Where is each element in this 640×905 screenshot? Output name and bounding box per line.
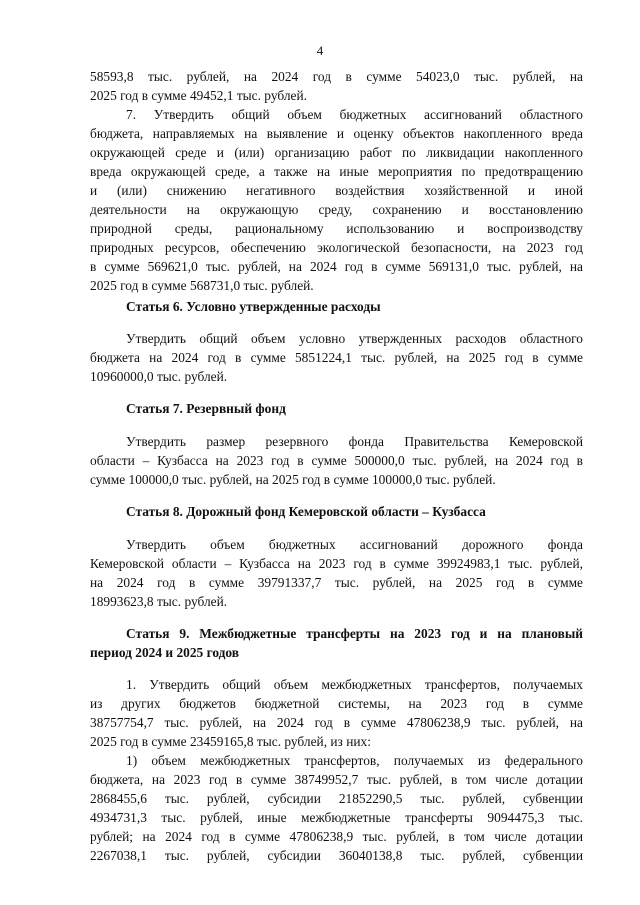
text-line: окружающей среде и (или) организацию работ по ликвидации накопленного [90,145,583,160]
article-9-heading-cont: период 2024 и 2025 годов [90,645,239,660]
text-line: Кемеровской области – Кузбасса на 2023 год в сумме 39924983,1 тыс. рублей, [90,556,583,571]
text-line: Утвердить общий объем условно утвержденных расходов областного [126,331,583,346]
text-line: деятельности на окружающую среду, сохранению и восстановлению [90,202,583,217]
text-line: 7. Утвердить общий объем бюджетных ассигнований областного [126,107,583,122]
text-line: 2025 год в сумме 568731,0 тыс. рублей. [90,278,314,293]
text-line: бюджета, на 2023 год в сумме 38749952,7 тыс. рублей, в том числе дотации [90,772,583,787]
text-line: вреда окружающей среде, а также на иные мероприятия по предотвращению [90,164,583,179]
text-line: 1. Утвердить общий объем межбюджетных трансфертов, получаемых [126,677,583,692]
text-line: Утвердить объем бюджетных ассигнований дорожного фонда [126,537,583,552]
text-line: бюджета, направляемых на выявление и оценку объектов накопленного вреда [90,126,583,141]
text-line: области – Кузбасса на 2023 год в сумме 500000,0 тыс. рублей, на 2024 год в [90,453,583,468]
text-line: Утвердить размер резервного фонда Правительства Кемеровской [126,434,583,449]
text-line: сумме 100000,0 тыс. рублей, на 2025 год в сумме 100000,0 тыс. рублей. [90,472,496,487]
text-line: 10960000,0 тыс. рублей. [90,369,228,384]
text-line: 18993623,8 тыс. рублей. [90,594,228,609]
text-line: природной среды, рациональному использованию и воспроизводству [90,221,583,236]
article-7-heading: Статья 7. Резервный фонд [126,401,286,416]
text-line: и (или) снижению негативного воздействия хозяйственной и иной [90,183,583,198]
article-6-heading: Статья 6. Условно утвержденные расходы [126,299,381,314]
text-line: 2025 год в сумме 49452,1 тыс. рублей. [90,88,307,103]
text-line: природных ресурсов, обеспечению экологической безопасности, на 2023 год [90,240,583,255]
text-line: из других бюджетов бюджетной системы, на 2023 год в сумме [90,696,583,711]
text-line: на 2024 год в сумме 39791337,7 тыс. рублей, на 2025 год в сумме [90,575,583,590]
text-line: 38757754,7 тыс. рублей, на 2024 год в сумме 47806238,9 тыс. рублей, на [90,715,583,730]
text-line: 58593,8 тыс. рублей, на 2024 год в сумме 54023,0 тыс. рублей, на [90,69,583,84]
text-line: 2868455,6 тыс. рублей, субсидии 21852290,5 тыс. рублей, субвенции [90,791,583,806]
text-line: бюджета на 2024 год в сумме 5851224,1 тыс. рублей, на 2025 год в сумме [90,350,583,365]
text-line: рублей; на 2024 год в сумме 47806238,9 тыс. рублей, в том числе дотации [90,829,583,844]
article-8-heading: Статья 8. Дорожный фонд Кемеровской области – Кузбасса [126,504,486,519]
text-line: 4934731,3 тыс. рублей, иные межбюджетные трансферты 9094475,3 тыс. [90,810,583,825]
text-line: 2025 год в сумме 23459165,8 тыс. рублей, из них: [90,734,371,749]
text-line: 1) объем межбюджетных трансфертов, получаемых из федерального [126,753,583,768]
article-9-heading: Статья 9. Межбюджетные трансферты на 2023 год и на плановый [126,626,583,641]
page-number: 4 [316,43,324,58]
text-line: в сумме 569621,0 тыс. рублей, на 2024 год в сумме 569131,0 тыс. рублей, на [90,259,583,274]
text-line: 2267038,1 тыс. рублей, субсидии 36040138,8 тыс. рублей, субвенции [90,848,583,863]
